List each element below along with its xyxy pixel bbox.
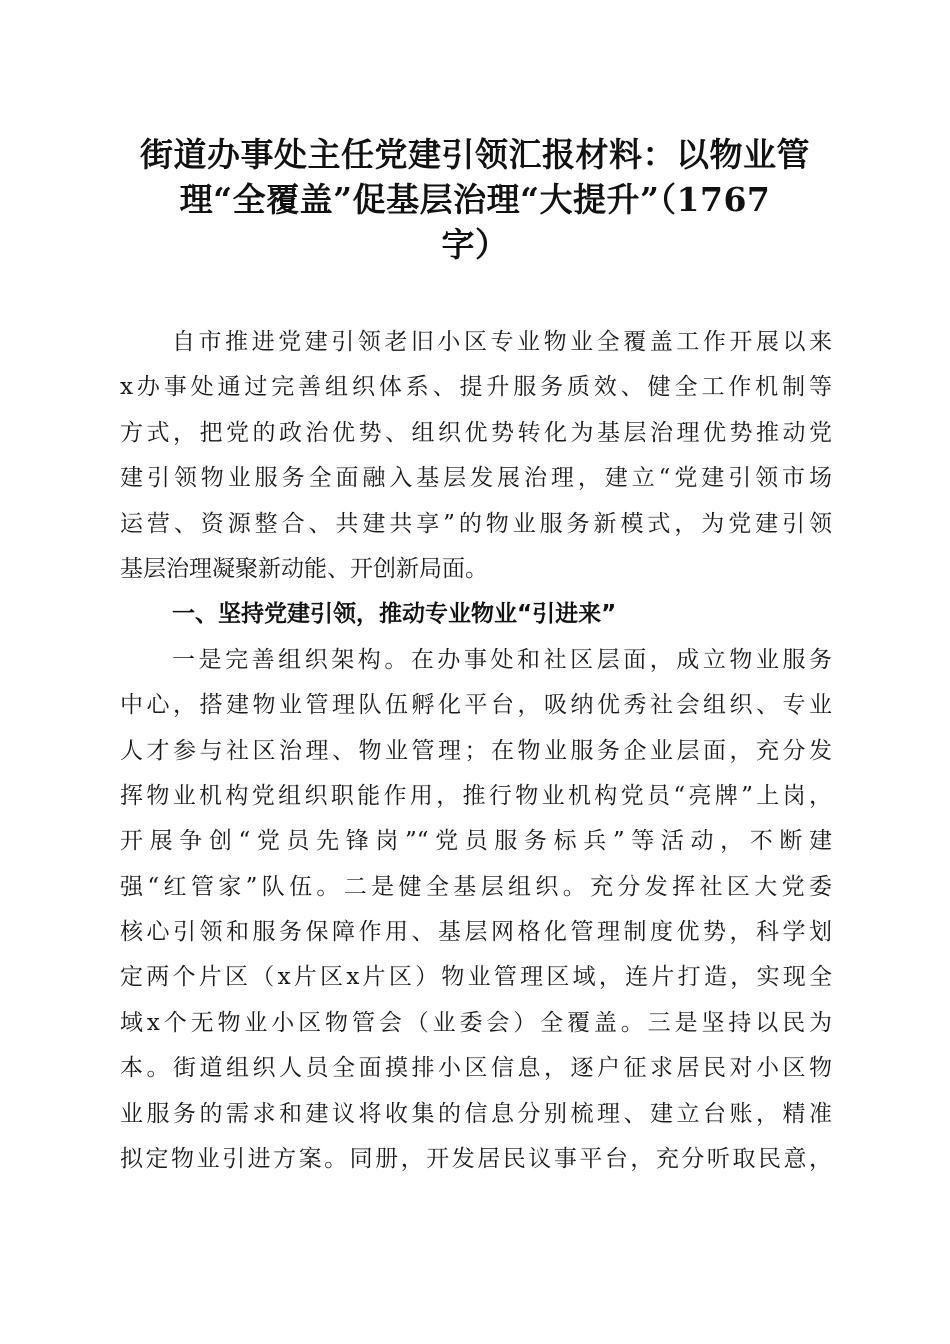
section-heading-1: 一、坚持党建引领，推动专业物业“引进来” [172,601,617,628]
paragraph-2-line: 业服务的需求和建议将收集的信息分别梳理、建立台账，精准 [120,1100,832,1127]
paragraph-2-line: 拟定物业引进方案。同册，开发居民议事平台，充分听取民意， [120,1146,832,1173]
title-line-3: 字） [441,225,509,264]
paragraph-2-line: 挥物业机构党组织职能作用，推行物业机构党员“亮牌”上岗， [120,782,832,809]
title-line-2: 理“全覆盖”促基层治理“大提升”（1767 [179,180,771,219]
document-title [110,132,840,267]
paragraph-1-line: 自市推进党建引领老旧小区专业物业全覆盖工作开展以来 [172,329,832,355]
paragraph-1-line: 基层治理凝聚新动能、开创新局面。 [120,555,488,582]
paragraph-2-line: 一是完善组织架构。在办事处和社区层面，成立物业服务 [172,646,832,673]
paragraph-1-line: 建引领物业服务全面融入基层发展治理，建立“党建引领市场 [120,465,832,492]
paragraph-2-line: 中心，搭建物业管理队伍孵化平台，吸纳优秀社会组织、专业 [120,692,832,719]
paragraph-2-line: 开展争创“党员先锋岗”“党员服务标兵”等活动，不断建 [120,828,832,855]
paragraph-2-line: 域x个无物业小区物管会（业委会）全覆盖。三是坚持以民为 [120,1009,832,1036]
paragraph-1-line: 方式，把党的政治优势、组织优势转化为基层治理优势推动党 [120,419,832,446]
title-line-1: 街道办事处主任党建引领汇报材料：以物业管 [140,135,810,174]
paragraph-2-line: 人才参与社区治理、物业管理；在物业服务企业层面，充分发 [120,737,832,764]
paragraph-1-line: x办事处通过完善组织体系、提升服务质效、健全工作机制等 [120,374,832,401]
document-body [120,320,832,1182]
paragraph-2-line: 本。街道组织人员全面摸排小区信息，逐户征求居民对小区物 [120,1055,832,1082]
paragraph-2-line: 核心引领和服务保障作用、基层网格化管理制度优势，科学划 [120,919,832,946]
paragraph-2-line: 强“红管家”队伍。二是健全基层组织。充分发挥社区大党委 [120,873,832,900]
paragraph-2-line: 定两个片区（x片区x片区）物业管理区域，连片打造，实现全 [120,964,832,991]
paragraph-1-line: 运营、资源整合、共建共享”的物业服务新模式，为党建引领 [120,510,832,537]
